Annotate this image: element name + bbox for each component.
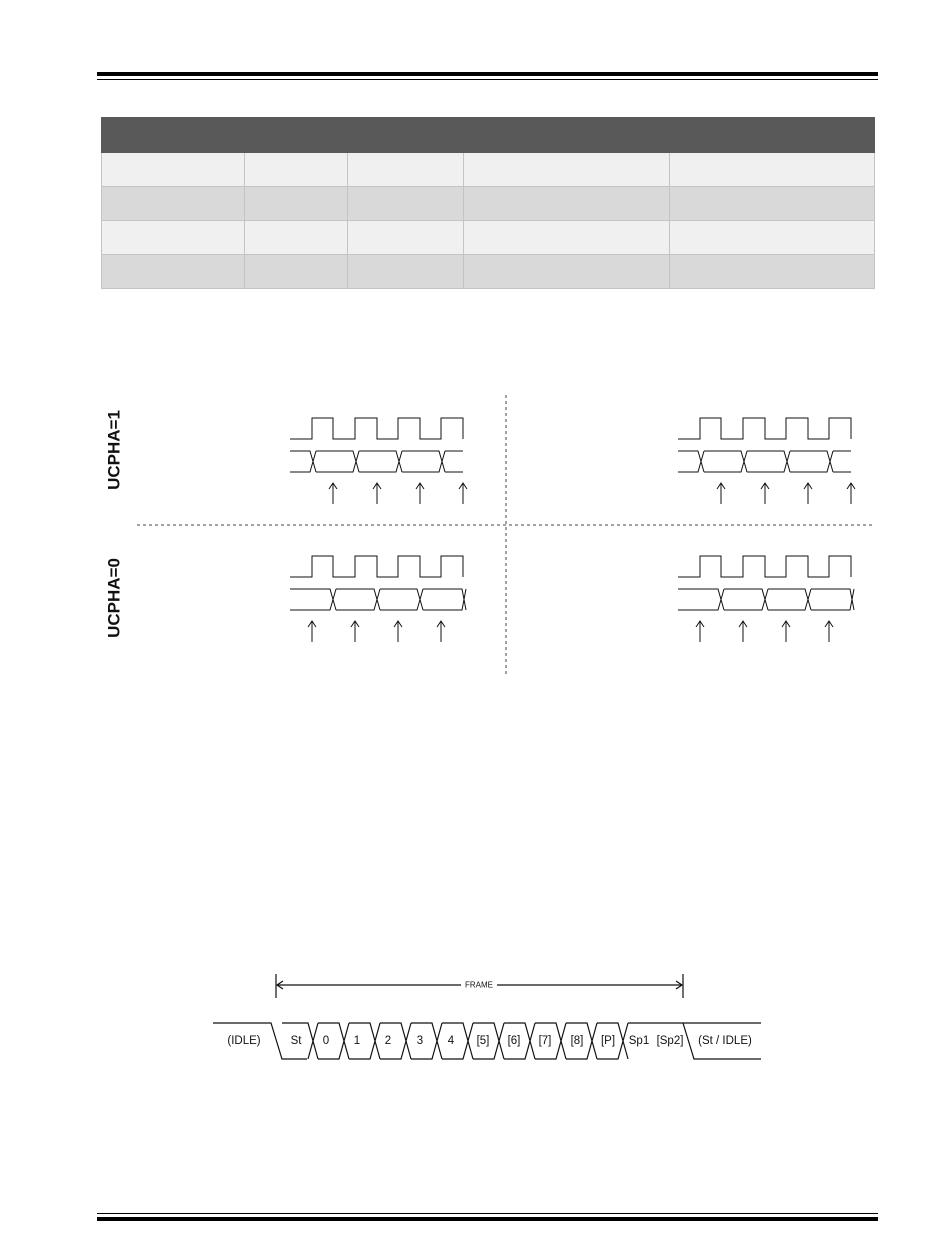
frame-label: FRAME xyxy=(465,980,493,990)
frame-segment-label: 2 xyxy=(384,1035,392,1047)
frame-line xyxy=(411,1023,442,1059)
frame-segment-label: (IDLE) xyxy=(227,1035,261,1047)
frame-segment-label: St xyxy=(290,1035,302,1047)
frame-segment-label: 3 xyxy=(416,1035,424,1047)
frame-segment-label: Sp1 xyxy=(628,1035,650,1047)
frame-segment-label: [6] xyxy=(507,1035,521,1047)
frame-segment-label: [Sp2] xyxy=(656,1035,684,1047)
frame-line xyxy=(442,1023,473,1059)
frame-segment-label: 4 xyxy=(447,1035,455,1047)
frame-segment-label: [5] xyxy=(476,1035,490,1047)
frame-segment-label: [8] xyxy=(570,1035,584,1047)
frame-segment-label: [P] xyxy=(600,1035,616,1047)
frame-segment-label: 1 xyxy=(353,1035,361,1047)
row-label-ucpha0: UCPHA=0 xyxy=(104,558,124,638)
row-label-ucpha1: UCPHA=1 xyxy=(104,410,124,490)
frame-segment-labels xyxy=(227,1035,752,1047)
frame-segment-label: 0 xyxy=(322,1035,330,1047)
frame-segment-label: (St / IDLE) xyxy=(698,1035,752,1047)
frame-segment-label: [7] xyxy=(538,1035,552,1047)
